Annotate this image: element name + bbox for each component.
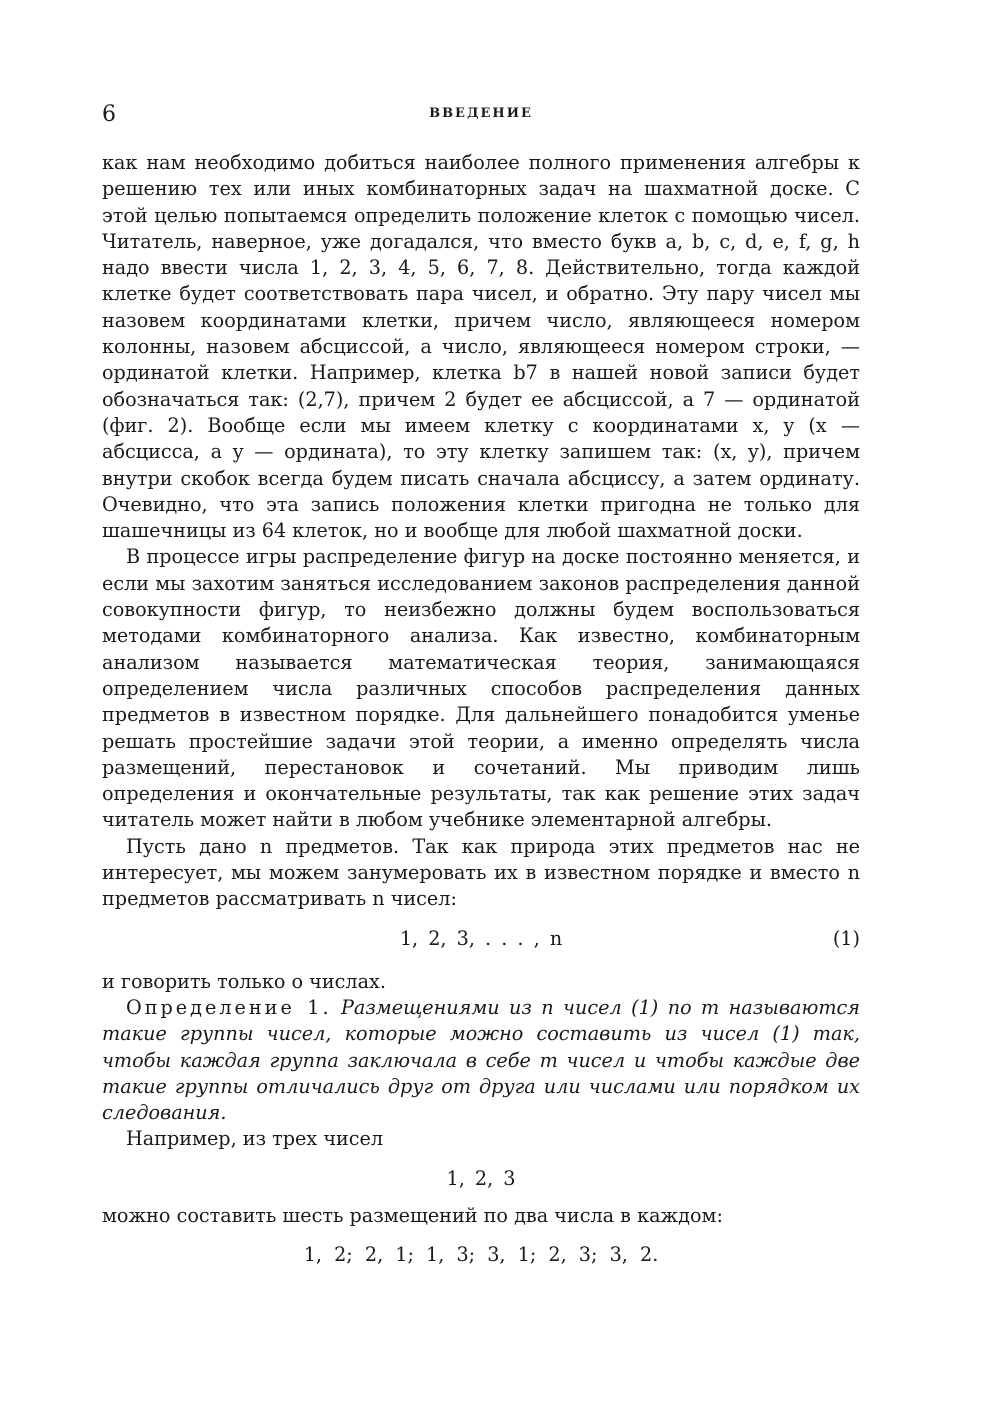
equation-2 — [102, 1153, 860, 1203]
equation-1-number: (1) — [832, 926, 860, 950]
paragraph-arrangements: можно составить шесть размещений по два числа в каждом: — [102, 1203, 723, 1227]
running-head: ВВЕДЕНИЕ — [429, 106, 533, 121]
paragraph-example: Например, из трех чисел — [126, 1127, 384, 1151]
definition-1 — [102, 995, 860, 1126]
page-header — [102, 102, 860, 130]
equation-2-expression: 1, 2, 3 — [446, 1166, 516, 1190]
paragraph-numbers-only: и говорить только о числах. — [102, 969, 386, 993]
definition-label: Определение 1. — [126, 995, 332, 1019]
page-body — [102, 150, 860, 1275]
paragraph-combinatorics: В процессе игры распределение фигур на доске постоянно меняется, и если мы захотим заняться исследованием законов распределения данной совокупности фигур, то неизбежно должны будем воспользоваться методами комбинаторного анализа. Как известно, комбинаторным анализом называется математическая теория, занимающаяся определением числа различных способов распределения данных предметов в известном порядке. Для дальнейшего понадобится уменье решать простейшие задачи этой теории, а именно определять числа размещений, перестановок и сочетаний. Мы приводим лишь определения и окончательные результаты, так как решение этих задач читатель может найти в любом учебнике элементарной алгебры. — [102, 545, 860, 832]
equation-1 — [102, 913, 860, 969]
equation-3 — [102, 1229, 860, 1275]
paragraph-n-objects: Пусть дано n предметов. Так как природа этих предметов нас не интересует, мы можем занумеровать их в известном порядке и вместо n предметов рассматривать n чисел: — [102, 834, 860, 911]
equation-3-expression: 1, 2; 2, 1; 1, 3; 3, 1; 2, 3; 3, 2. — [303, 1242, 659, 1266]
definition-text: Размещениями из n чисел (1) по m называются такие группы чисел, которые можно составить из чисел (1) так, чтобы каждая группа заключала в себе m чисел и чтобы каждые две такие группы отличались друг от друга или числами или порядком их следования. — [102, 995, 860, 1125]
paragraph-coordinates: как нам необходимо добиться наиболее полного применения алгебры к решению тех или иных комбинаторных задач на шахматной доске. С этой целью попытаемся определить положение клеток с помощью чисел. Читатель, наверное, уже догадался, что вместо букв a, b, c, d, e, f, g, h надо ввести числа 1, 2, 3, 4, 5, 6, 7, 8. Действительно, тогда каждой клетке будет соответствовать пара чисел, и обратно. Эту пару чисел мы назовем координатами клетки, причем число, являющееся номером колонны, назовем абсциссой, а число, являющееся номером строки, — ординатой клетки. Например, клетка b7 в нашей новой записи будет обозначаться так: (2,7), причем 2 будет ее абсциссой, а 7 — ординатой (фиг. 2). Вообще если мы имеем клетку с координатами x, y (x — абсцисса, а y — ордината), то эту клетку запишем так: (x, y), причем внутри скобок всегда будем писать сначала абсциссу, а затем ординату. Очевидно, что эта запись положения клетки пригодна не только для шашечницы из 64 клеток, но и вообще для любой шахматной доски. — [102, 151, 860, 543]
page-number: 6 — [102, 102, 116, 127]
equation-1-expression: 1, 2, 3, . . . , n — [399, 926, 563, 950]
